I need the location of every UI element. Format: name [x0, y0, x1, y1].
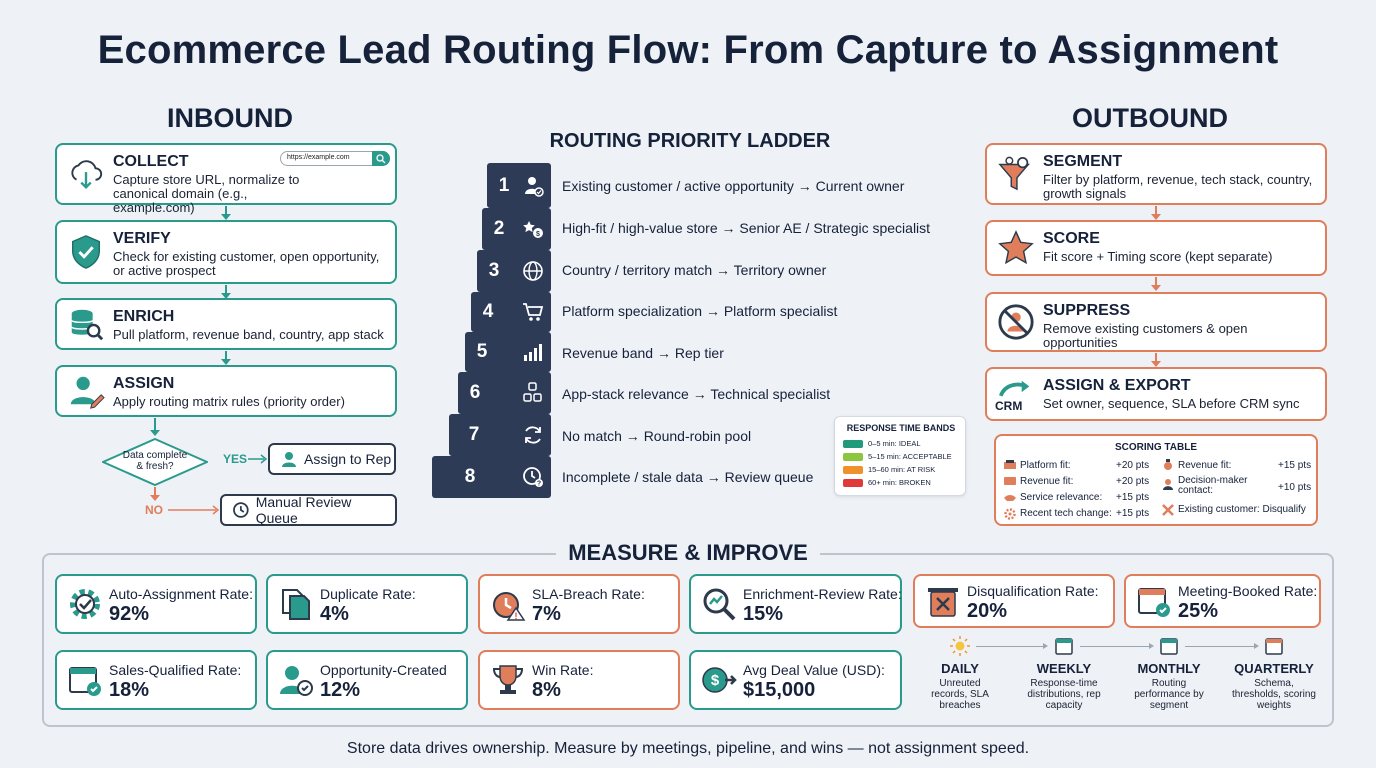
cadence-name: WEEKLY: [1036, 661, 1092, 676]
ladder-rule: Platform specialization → Platform specialist: [562, 303, 838, 319]
metric-card: [266, 650, 468, 710]
inbound-verify-card: [55, 220, 397, 284]
ladder-rule: Existing customer / active opportunity → Current owner: [562, 178, 905, 194]
crm-label: CRM: [995, 399, 1023, 413]
cadence-name: MONTHLY: [1137, 661, 1201, 676]
ladder-step: [471, 292, 551, 332]
step-title: SUPPRESS: [1043, 302, 1131, 319]
outbound-heading: OUTBOUND: [1072, 103, 1228, 133]
step-number: 8: [464, 466, 476, 487]
response-bands-heading: RESPONSE TIME BANDS: [846, 423, 956, 433]
calendar-icon: [1159, 636, 1179, 656]
score-label: Decision-maker contact:: [1178, 475, 1248, 496]
cadence-quarterly: [1224, 661, 1324, 711]
step-desc: Apply routing matrix rules (priority order): [113, 394, 345, 409]
metric-value: 8%: [532, 679, 561, 701]
ladder-rule: No match → Round-robin pool: [562, 428, 752, 444]
band-label: 5–15 min: ACCEPTABLE: [868, 452, 952, 461]
score-pts: +20 pts: [1116, 460, 1150, 471]
decision-label: Data complete & fresh?: [122, 450, 188, 472]
ladder-rule: High-fit / high-value store → Senior AE / Strategic specialist: [562, 220, 931, 236]
trophy-icon: [490, 662, 526, 698]
ladder-step: [477, 250, 551, 292]
step-title: SCORE: [1043, 230, 1100, 247]
step-title: ASSIGN & EXPORT: [1043, 377, 1191, 394]
metric-value: 4%: [320, 603, 349, 625]
ladder-step: [449, 414, 551, 456]
band-row: [843, 452, 952, 461]
app-blocks-icon: [521, 381, 545, 405]
step-number: 2: [493, 218, 505, 239]
flow-arrow: [1155, 206, 1157, 218]
scoring-table: [994, 434, 1318, 526]
cadence-name: QUARTERLY: [1234, 661, 1314, 676]
score-label: Existing customer: Disqualify: [1178, 504, 1306, 515]
score-pts: +20 pts: [1116, 476, 1150, 487]
url-input[interactable]: [280, 151, 390, 166]
manual-review-queue-button[interactable]: [220, 494, 397, 526]
step-number: 7: [468, 424, 480, 445]
calendar-icon: [1054, 636, 1074, 656]
metric-value: 12%: [320, 679, 361, 701]
svg-text:?: ?: [536, 480, 542, 488]
ladder-rule: App-stack relevance → Technical specialist: [562, 386, 831, 402]
metric-card: [55, 650, 257, 710]
band-row: [843, 439, 921, 448]
refresh-icon: [521, 423, 545, 447]
score-label: Service relevance:: [1020, 492, 1103, 503]
sun-icon: [950, 636, 970, 656]
scoring-heading: SCORING TABLE: [1114, 442, 1198, 453]
svg-text:!: !: [514, 611, 518, 621]
calendar-icon: [1264, 636, 1284, 656]
metric-value: 92%: [109, 603, 150, 625]
user-edit-icon: [67, 372, 105, 410]
band-swatch: [843, 453, 863, 461]
assign-to-rep-label: Assign to Rep: [304, 451, 392, 467]
user-blocked-icon: [997, 303, 1035, 341]
url-placeholder: https://example.com: [287, 154, 350, 161]
cadence-desc: Routing performance by segment: [1134, 678, 1204, 711]
response-time-bands: [834, 416, 966, 496]
band-label: 60+ min: BROKEN: [868, 478, 931, 487]
metric-card: [478, 574, 680, 634]
gear-icon: [1004, 508, 1016, 520]
clock-icon: [232, 501, 250, 519]
metric-card: [689, 650, 902, 710]
footer-tagline: Store data drives ownership. Measure by meetings, pipeline, and wins — not assignment speed.: [346, 740, 1030, 757]
cadence-weekly: [1014, 661, 1114, 711]
money-bag-icon: [1162, 458, 1174, 470]
score-label: Recent tech change:: [1020, 508, 1112, 519]
metric-card: [913, 574, 1115, 628]
ladder-step: [458, 372, 551, 414]
owner-badge-icon: [521, 174, 545, 198]
no-label: NO: [145, 503, 163, 517]
metric-card: [55, 574, 257, 634]
metric-card: [689, 574, 902, 634]
cadence-desc: Unreuted records, SLA breaches: [931, 678, 989, 711]
metric-value: 20%: [967, 600, 1008, 622]
database-search-icon: [67, 305, 105, 343]
step-title: ENRICH: [113, 308, 175, 325]
measure-heading: MEASURE & IMPROVE: [556, 540, 820, 566]
page-title: Ecommerce Lead Routing Flow: From Capture to Assignment: [97, 28, 1279, 72]
svg-text:$: $: [536, 231, 540, 238]
flow-arrow: [154, 487, 156, 499]
step-desc: Filter by platform, revenue, tech stack, country, growth signals: [1043, 172, 1313, 201]
outbound-suppress-card: [985, 292, 1327, 352]
bar-chart-icon: [521, 340, 545, 364]
cloud-download-icon: [67, 155, 105, 193]
outbound-segment-card: [985, 143, 1327, 205]
flow-arrow: [1155, 277, 1157, 289]
band-swatch: [843, 466, 863, 474]
decision-diamond: [102, 438, 208, 486]
step-number: 3: [488, 260, 500, 281]
outbound-score-card: [985, 220, 1327, 276]
calendar-check-icon: [1136, 583, 1172, 619]
band-label: 15–60 min: AT RISK: [868, 465, 936, 474]
user-icon: [280, 450, 298, 468]
funnel-gear-icon: [997, 155, 1035, 193]
ladder-heading: ROUTING PRIORITY LADDER: [549, 130, 831, 152]
band-row: [843, 465, 935, 474]
metric-label: Enrichment-Review Rate:: [743, 586, 902, 602]
metric-card: [266, 574, 468, 634]
magnify-chart-icon: [701, 586, 737, 622]
metric-label: SLA-Breach Rate:: [532, 586, 645, 602]
star-money-icon: [521, 217, 545, 241]
metric-label: Meeting-Booked Rate:: [1178, 583, 1318, 599]
metric-value: 7%: [532, 603, 561, 625]
gear-icon: [67, 586, 103, 622]
flow-arrow: [225, 285, 227, 297]
metric-label: Disqualification Rate:: [967, 583, 1099, 599]
inbound-enrich-card: [55, 298, 397, 350]
dollar-arrow-icon: [701, 662, 737, 698]
trash-x-icon: [925, 583, 961, 619]
metric-label: Win Rate:: [532, 662, 594, 678]
cadence-desc: Response-time distributions, rep capacity: [1027, 678, 1101, 711]
inbound-assign-card: [55, 365, 397, 417]
ladder-step: [482, 208, 551, 250]
cadence-arrow: [1185, 646, 1257, 647]
alarm-warning-icon: [490, 586, 526, 622]
platform-icon: [1004, 460, 1016, 470]
metric-label: Auto-Assignment Rate:: [109, 586, 253, 602]
score-pts: +15 pts: [1116, 492, 1150, 503]
flow-arrow: [225, 351, 227, 363]
step-number: 4: [482, 301, 494, 322]
metric-card: [478, 650, 680, 710]
flow-arrow: [225, 206, 227, 218]
ladder-step: [432, 456, 551, 498]
no-arrow-icon: [168, 505, 220, 515]
cadence-monthly: [1119, 661, 1219, 711]
step-desc: Capture store URL, normalize to canonical domain (e.g., example.com): [113, 172, 300, 215]
score-label: Revenue fit:: [1178, 460, 1232, 471]
user-check-icon: [278, 662, 314, 698]
cart-icon: [521, 300, 545, 324]
ladder-step: [465, 332, 551, 372]
globe-icon: [521, 259, 545, 283]
revenue-icon: [1004, 476, 1016, 486]
search-icon[interactable]: [372, 151, 390, 166]
score-pts: +15 pts: [1278, 460, 1312, 471]
cadence-arrow: [1080, 646, 1152, 647]
metric-value: 15%: [743, 603, 784, 625]
step-desc: Set owner, sequence, SLA before CRM sync: [1043, 396, 1300, 411]
contact-icon: [1162, 478, 1174, 490]
step-title: VERIFY: [113, 230, 171, 247]
calendar-check-icon: [67, 662, 103, 698]
score-pts: +15 pts: [1116, 508, 1150, 519]
assign-to-rep-button[interactable]: [268, 443, 396, 475]
inbound-heading: INBOUND: [167, 103, 293, 133]
yes-arrow-icon: [248, 454, 268, 464]
ladder-rule: Country / territory match → Territory owner: [562, 262, 827, 278]
metric-value: $15,000: [743, 679, 816, 701]
duplicate-docs-icon: [278, 586, 314, 622]
cadence-arrow: [976, 646, 1046, 647]
manual-review-label: Manual Review Queue: [255, 494, 352, 526]
yes-label: YES: [223, 452, 248, 466]
flow-arrow: [154, 418, 156, 434]
step-desc: Remove existing customers & open opportunities: [1043, 321, 1248, 350]
metric-card: [1124, 574, 1321, 628]
ladder-rule: Revenue band → Rep tier: [562, 345, 724, 361]
cadence-desc: Schema, thresholds, scoring weights: [1232, 678, 1316, 711]
metric-label: Sales-Qualified Rate:: [109, 662, 242, 678]
step-title: ASSIGN: [113, 375, 175, 392]
step-desc: Pull platform, revenue band, country, app stack: [113, 327, 384, 342]
score-label: Platform fit:: [1020, 460, 1071, 471]
step-number: 5: [476, 341, 488, 362]
flow-arrow: [1155, 353, 1157, 365]
band-swatch: [843, 440, 863, 448]
metric-label: Duplicate Rate:: [320, 586, 416, 602]
score-label: Revenue fit:: [1020, 476, 1074, 487]
cadence-daily: [910, 661, 1010, 711]
band-label: 0–5 min: IDEAL: [868, 439, 921, 448]
step-title: COLLECT: [113, 153, 189, 170]
shield-check-icon: [67, 233, 105, 271]
band-swatch: [843, 479, 863, 487]
band-row: [843, 478, 931, 487]
step-number: 6: [469, 382, 481, 403]
cadence-name: DAILY: [941, 661, 979, 676]
step-number: 1: [498, 174, 510, 196]
svg-text:$: $: [710, 672, 720, 689]
score-pts: +10 pts: [1278, 482, 1312, 493]
metric-label: Opportunity-Created: [320, 662, 447, 678]
step-title: SEGMENT: [1043, 153, 1123, 170]
x-mark-icon: [1162, 504, 1174, 516]
metric-value: 18%: [109, 679, 150, 701]
ladder-step: [487, 163, 551, 208]
clock-question-icon: [521, 465, 545, 489]
metric-label: Avg Deal Value (USD):: [743, 662, 885, 678]
metric-value: 25%: [1178, 600, 1219, 622]
outbound-assign-export-card: [985, 367, 1327, 421]
step-desc: Fit score + Timing score (kept separate): [1043, 249, 1273, 264]
star-icon: [997, 229, 1035, 267]
step-desc: Check for existing customer, open opportunity, or active prospect: [113, 249, 380, 278]
service-icon: [1004, 492, 1016, 502]
ladder-rule: Incomplete / stale data → Review queue: [562, 469, 814, 485]
